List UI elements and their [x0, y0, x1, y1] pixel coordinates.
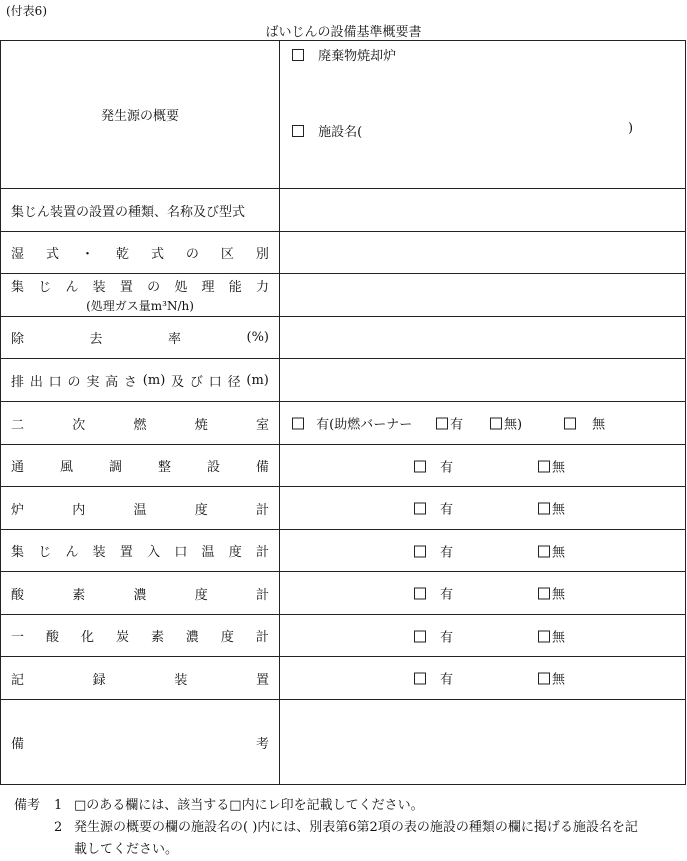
label-char: (%): [246, 330, 269, 345]
checkbox-icon[interactable]: [538, 673, 550, 685]
checkbox-icon[interactable]: [490, 418, 502, 430]
input-cell[interactable]: [280, 317, 686, 359]
label-char: 高: [105, 374, 119, 390]
label-char: 濃: [133, 587, 147, 603]
table-row: [1, 359, 686, 402]
option-no[interactable]: [538, 626, 565, 645]
label-char: (m): [142, 372, 166, 388]
source-label: 発生源の概要: [1, 41, 280, 189]
option-yes-burner-label: 有(助燃バーナー: [316, 417, 413, 433]
label-char: 計: [255, 545, 269, 560]
row-label: [1, 487, 280, 530]
label-char: 置: [255, 672, 269, 688]
label-char: 炭: [115, 630, 129, 645]
option-yes-label: 有: [440, 672, 454, 688]
label-char: 力: [255, 280, 269, 295]
label-char: の: [147, 280, 161, 295]
label-char: 処: [174, 280, 188, 295]
label-char: 酸: [45, 630, 59, 645]
row-label: [1, 530, 280, 572]
input-cell[interactable]: [280, 232, 686, 274]
row-label: [1, 359, 280, 402]
yesno-row: [1, 572, 686, 615]
spread-label: [11, 584, 269, 603]
spread-label: [11, 328, 269, 347]
spread-label: [11, 276, 269, 295]
row-label: [1, 615, 280, 657]
label-char: 排: [11, 374, 25, 390]
label-char: 度: [228, 545, 242, 560]
option-yes-label: 有: [440, 460, 454, 475]
label-char: 調: [108, 460, 122, 475]
label-char: 度: [194, 587, 208, 603]
annex-label: (付表6): [6, 4, 47, 18]
spread-label: [11, 243, 269, 262]
option-incinerator[interactable]: [292, 45, 396, 64]
spread-label: [11, 541, 269, 560]
option-yes-burner[interactable]: [292, 414, 412, 433]
document-title: ばいじんの設備基準概要書: [265, 25, 422, 40]
row-label: 集じん装置の設置の種類、名称及び型式: [1, 189, 280, 232]
spread-label: [11, 371, 269, 390]
checkbox-icon[interactable]: [538, 588, 550, 600]
label-char: 素: [150, 630, 164, 645]
label-char: 集: [11, 545, 25, 560]
checkbox-icon[interactable]: [414, 588, 426, 600]
label-char: 出: [29, 374, 43, 390]
option-burner-no-label: 無): [504, 417, 523, 433]
input-cell[interactable]: [280, 359, 686, 402]
label-char: 及: [171, 374, 185, 390]
option-burner-yes-label: 有: [450, 417, 464, 433]
label-char: び: [189, 374, 203, 390]
spread-label: [11, 669, 269, 688]
label-char: 炉: [11, 502, 25, 518]
label-char: 能: [228, 280, 242, 295]
option-no-label: 無: [552, 502, 566, 518]
label-char: 別: [255, 247, 269, 262]
notes-heading: 備考: [14, 798, 41, 813]
table-row: [1, 232, 686, 274]
checkbox-icon[interactable]: [538, 460, 550, 472]
yesno-options: [280, 572, 686, 615]
label-char: 素: [72, 587, 86, 603]
label-char: 率: [168, 332, 182, 347]
label-char: 内: [72, 502, 86, 518]
table-row: [1, 317, 686, 359]
option-yes[interactable]: [414, 584, 453, 603]
label-char: 計: [255, 502, 269, 518]
checkbox-icon[interactable]: [292, 49, 304, 61]
facility-name-prefix: 施設名(: [318, 125, 363, 140]
option-no[interactable]: [538, 584, 565, 603]
option-yes-label: 有: [440, 587, 454, 603]
label-char: 考: [255, 736, 269, 752]
label-char: 備: [11, 736, 25, 752]
note-item: [14, 795, 684, 817]
label-char: の: [67, 374, 81, 390]
label-char: 温: [201, 545, 215, 560]
option-yes[interactable]: [414, 456, 453, 475]
option-burner-no[interactable]: [490, 414, 522, 433]
label-char: 記: [11, 672, 25, 688]
row-label: [1, 700, 280, 785]
spread-label: [11, 499, 269, 518]
label-char: ん: [65, 545, 79, 560]
label-char: 一: [11, 630, 25, 645]
note-text-continued: 載してください。: [74, 842, 179, 857]
label-char: 度: [220, 630, 234, 645]
option-yes-label: 有: [440, 545, 454, 560]
label-char: 焼: [194, 417, 208, 433]
row-label: [1, 317, 280, 359]
label-char: 次: [72, 417, 86, 433]
label-char: 集: [11, 280, 25, 295]
label-char: 湿: [11, 247, 25, 262]
secondary-options: [280, 402, 686, 445]
label-char: 去: [89, 332, 103, 347]
checkbox-icon[interactable]: [538, 503, 550, 515]
label-char: 温: [133, 502, 147, 518]
yesno-options: [280, 445, 686, 487]
spread-label: [11, 626, 269, 645]
spread-label: [11, 733, 269, 752]
input-cell[interactable]: [280, 274, 686, 317]
label-char: 整: [157, 460, 171, 475]
row-label: [1, 402, 280, 445]
option-incinerator-label: 廃棄物焼却炉: [318, 49, 397, 64]
yesno-options: [280, 530, 686, 572]
label-char: 装: [92, 280, 106, 295]
option-no[interactable]: [538, 541, 565, 560]
label-char: 通: [11, 460, 25, 475]
yesno-row: [1, 657, 686, 700]
label-char: 除: [11, 332, 25, 347]
checkbox-icon[interactable]: [538, 545, 550, 557]
yesno-options: [280, 487, 686, 530]
label-char: 置: [119, 545, 133, 560]
row-label: [1, 232, 280, 274]
label-char: の: [185, 247, 199, 262]
checkbox-icon[interactable]: [414, 630, 426, 642]
option-yes-label: 有: [440, 630, 454, 645]
source-row: [1, 41, 686, 189]
label-char: じ: [38, 545, 52, 560]
label-char: 実: [86, 374, 100, 390]
label-char: じ: [38, 280, 52, 295]
yesno-row: [1, 445, 686, 487]
remarks-row: [1, 700, 686, 785]
note-text: 発生源の概要の欄の施設名の( )内には、別表第6第2項の表の施設の種類の欄に掲げる施設名を記: [74, 820, 638, 835]
label-char: ん: [65, 280, 79, 295]
label-char: 式: [150, 247, 164, 262]
label-char: 化: [80, 630, 94, 645]
row-label: [1, 657, 280, 700]
checkbox-icon[interactable]: [564, 418, 576, 430]
yesno-options: [280, 615, 686, 657]
yesno-row: [1, 615, 686, 657]
label-char: (m): [246, 372, 269, 388]
spread-label: [11, 414, 269, 433]
option-no[interactable]: [538, 456, 565, 475]
equipment-form-table: [0, 40, 686, 785]
secondary-chamber-row: [1, 402, 686, 445]
label-char: 置: [119, 280, 133, 295]
label-char: 式: [45, 247, 59, 262]
checkbox-icon[interactable]: [414, 503, 426, 515]
label-char: 計: [255, 587, 269, 603]
label-char: 乾: [115, 247, 129, 262]
label-char: 装: [92, 545, 106, 560]
label-char: ・: [80, 247, 94, 262]
label-char: 録: [92, 672, 106, 688]
row-label: [1, 572, 280, 615]
label-char: 設: [206, 460, 220, 475]
checkbox-icon[interactable]: [292, 418, 304, 430]
label-char: 口: [208, 374, 222, 390]
yesno-options: [280, 657, 686, 700]
option-yes-label: 有: [440, 502, 454, 518]
label-char: 装: [174, 672, 188, 688]
label-char: 室: [255, 417, 269, 433]
table-row: [1, 274, 686, 317]
remarks-input-cell[interactable]: [280, 700, 686, 785]
notes-section: [14, 795, 684, 861]
checkbox-icon[interactable]: [292, 125, 304, 137]
label-char: 計: [255, 630, 269, 645]
option-no-label: 無: [552, 672, 566, 688]
option-no-label: 無: [552, 630, 566, 645]
label-char: 濃: [185, 630, 199, 645]
label-char: 度: [194, 502, 208, 518]
label-char: 備: [255, 460, 269, 475]
label-char: 区: [220, 247, 234, 262]
option-no[interactable]: [538, 669, 565, 688]
row-label: [1, 274, 280, 317]
note-item: [14, 817, 684, 839]
checkbox-icon[interactable]: [414, 460, 426, 472]
option-no-label: 無: [552, 460, 566, 475]
label-char: 口: [174, 545, 188, 560]
yesno-row: [1, 487, 686, 530]
note-number: 1: [54, 798, 63, 813]
checkbox-icon[interactable]: [414, 545, 426, 557]
label-char: 口: [48, 374, 62, 390]
option-no-label: 無: [552, 545, 566, 560]
checkbox-icon[interactable]: [436, 418, 448, 430]
option-yes[interactable]: [414, 669, 453, 688]
label-char: 風: [59, 460, 73, 475]
note-number: 2: [54, 820, 63, 835]
label-char: 理: [201, 280, 215, 295]
label-char: 二: [11, 417, 25, 433]
option-yes[interactable]: [414, 626, 453, 645]
label-char: 燃: [133, 417, 147, 433]
label-char: 酸: [11, 587, 25, 603]
label-char: 入: [147, 545, 161, 560]
label-char: 径: [227, 374, 241, 390]
option-no[interactable]: [538, 499, 565, 518]
checkbox-icon[interactable]: [414, 673, 426, 685]
facility-name-suffix: ): [628, 121, 634, 136]
row-label: [1, 445, 280, 487]
note-item-continued: [14, 839, 684, 861]
option-no[interactable]: [564, 414, 605, 433]
label-char: さ: [123, 374, 137, 390]
input-cell[interactable]: [280, 189, 686, 232]
yesno-row: [1, 530, 686, 572]
option-no-label: 無: [592, 417, 606, 433]
note-text: □のある欄には、該当する□内にレ印を記載してください。: [74, 798, 424, 813]
option-yes[interactable]: [414, 541, 453, 560]
option-yes[interactable]: [414, 499, 453, 518]
option-no-label: 無: [552, 587, 566, 603]
checkbox-icon[interactable]: [538, 630, 550, 642]
row-sublabel: (処理ガス量m³N/h): [86, 299, 194, 313]
option-burner-yes[interactable]: [436, 414, 463, 433]
table-row: [1, 189, 686, 232]
spread-label: [11, 456, 269, 475]
source-options: [280, 41, 686, 189]
option-facility[interactable]: [292, 121, 687, 140]
